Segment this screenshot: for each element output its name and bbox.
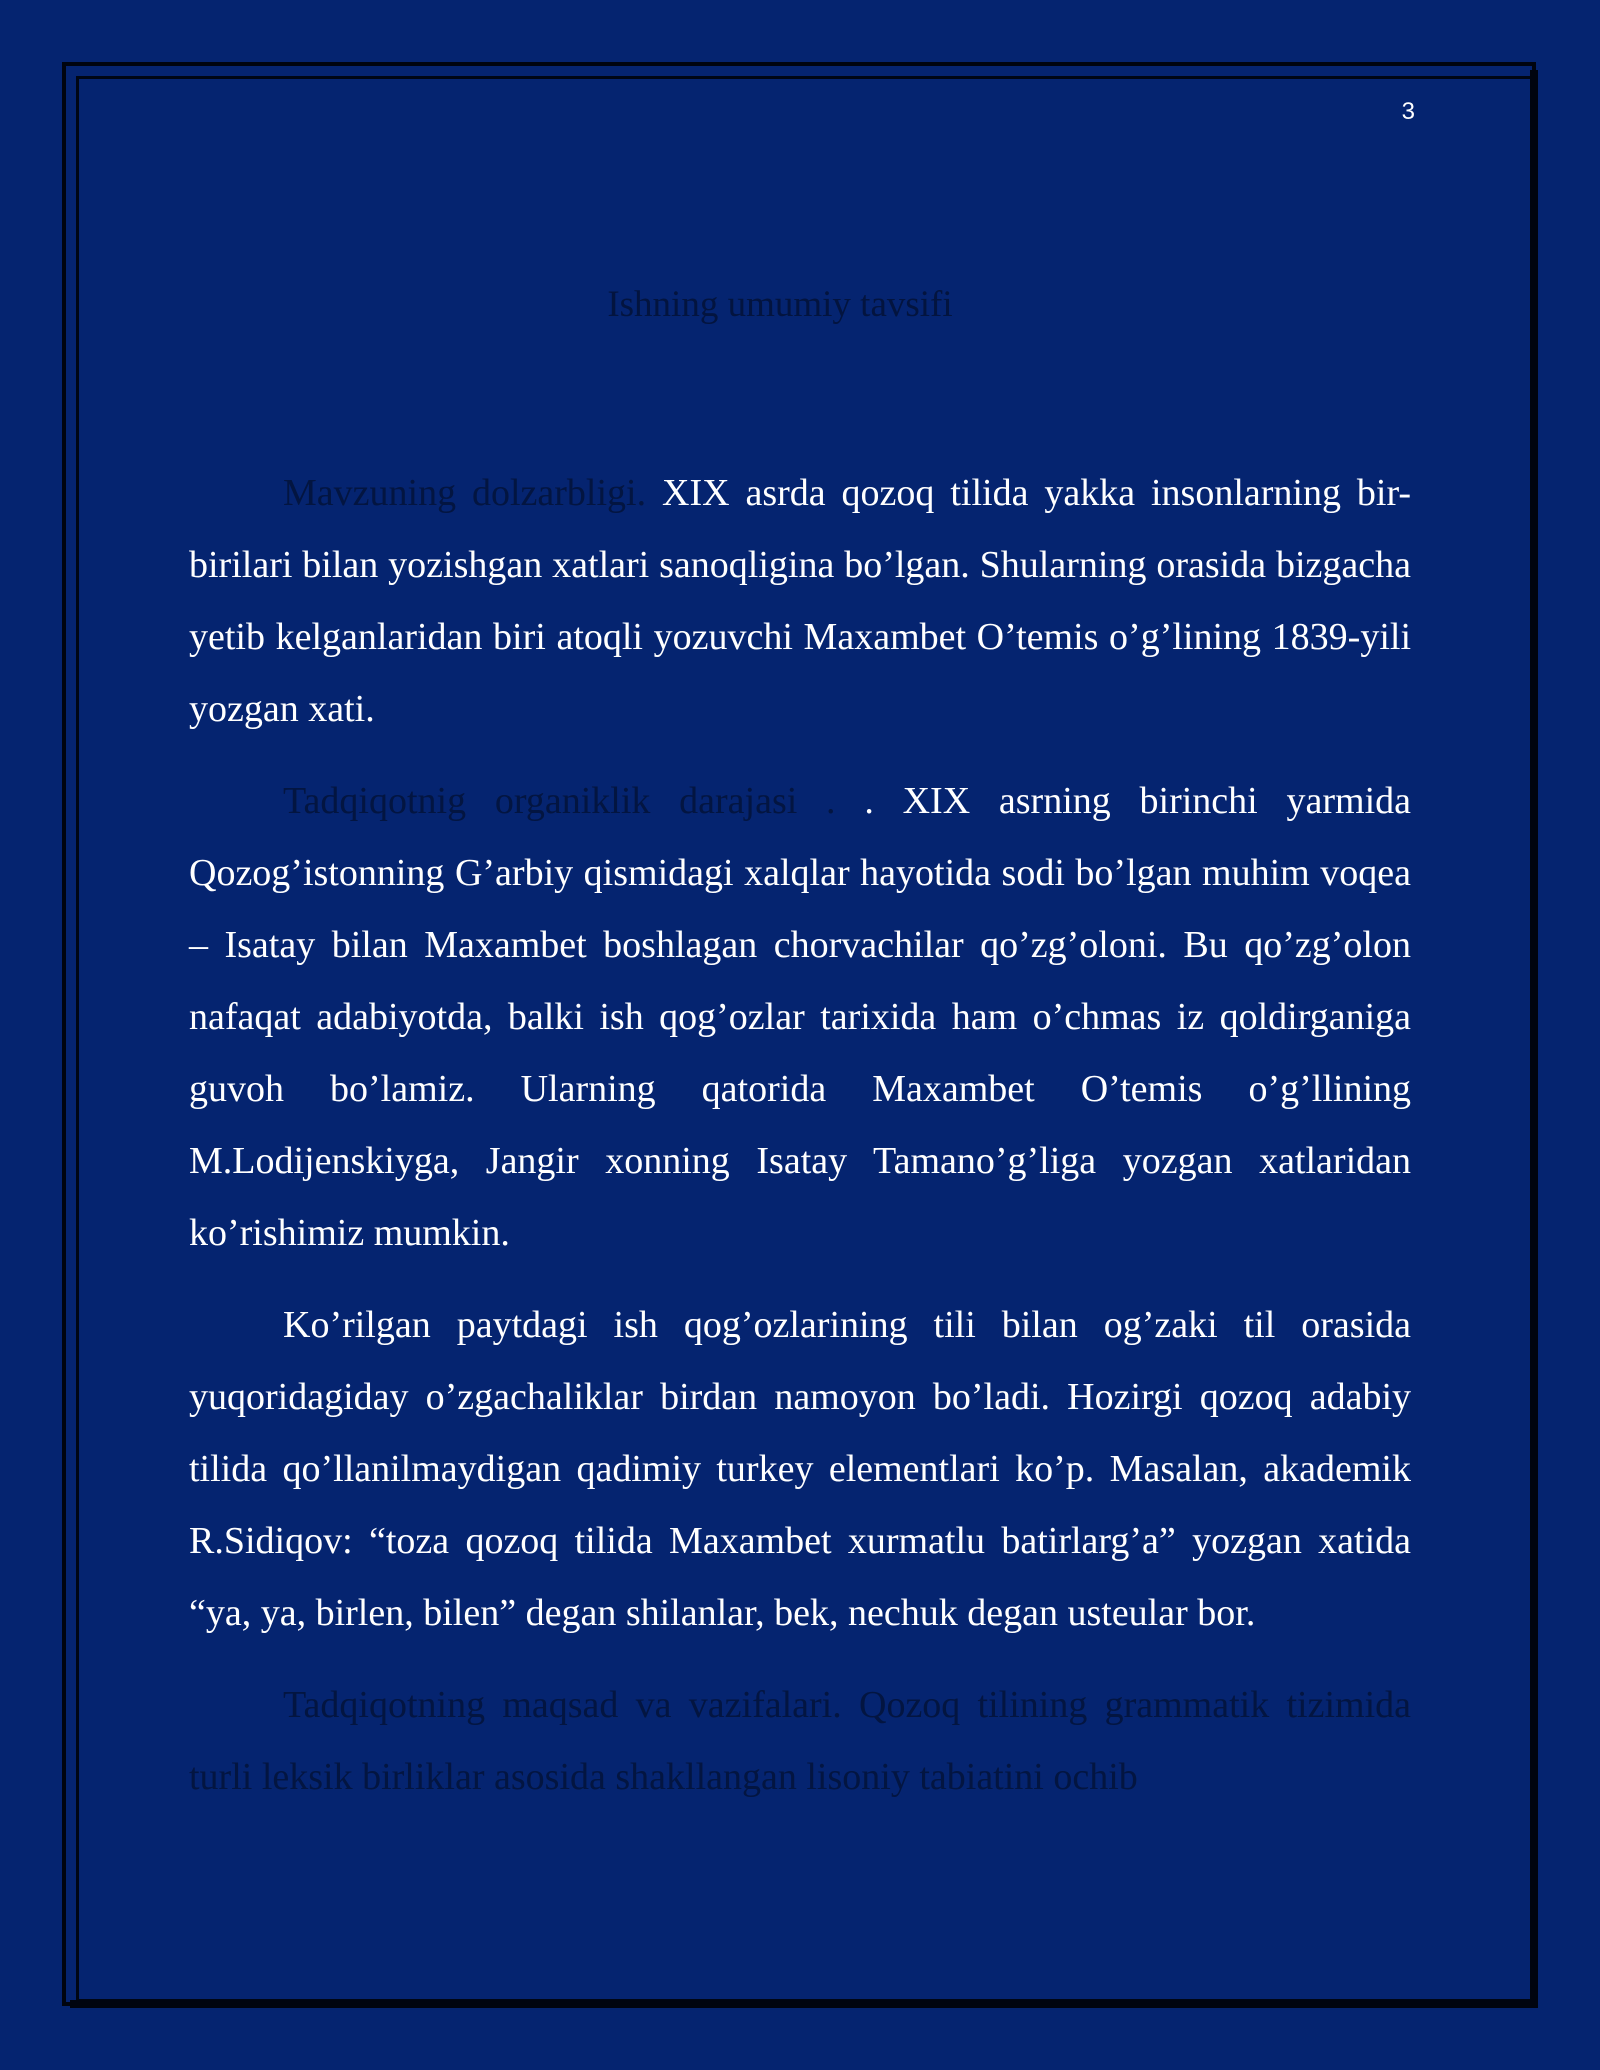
paragraph-documents-language: Ko’rilgan paytdagi ish qog’ozlarining tili bilan og’zaki til orasida yuqoridagiday o’zgachaliklar birdan namoyon bo’ladi. Hozirgi qozoq adabiy tilida qo’llanilmaydigan qadimiy turkey elementlari ko’p. Masalan, akademik R.Sidiqov: “toza qozoq tilida Maxambet xurmatlu batirlarg’a” yozgan xatida “ya, ya, birlen, bilen” degan shilanlar, bek, nechuk degan usteular bor.: [189, 1304, 1411, 1634]
paragraph-heading-relevance: Mavzuning dolzarbligi.: [283, 472, 647, 514]
page-frame-shadow-bottom: [70, 2000, 1538, 2008]
page-number: 3: [1401, 98, 1415, 125]
paragraph-heading-study-level: Tadqiqotnig organiklik darajasi .: [283, 780, 865, 822]
page-title: Ishning umumiy tavsifi: [607, 284, 953, 325]
paragraph-relevance: [189, 457, 1411, 745]
page-frame-shadow-right: [1530, 70, 1538, 2008]
paragraph-text-study-level: . XIX asrning birinchi yarmida Qozog’istonning G’arbiy qismidagi xalqlar hayotida sodi bo’lgan muhim voqea – Isatay bilan Maxambet boshlagan chorvachilar qo’zg’oloni. Bu qo’zg’olon nafaqat adabiyotda, balki ish qog’ozlar tarixida ham o’chmas iz qoldirganiga guvoh bo’lamiz. Ularning qatorida Maxambet O’temis o’g’llining M.Lodijenskiyga, Jangir xonning Isatay Tamano’g’liga yozgan xatlaridan ko’rishimiz mumkin.: [189, 780, 1411, 1254]
paragraph-text-relevance: XIX asrda qozoq tilida yakka insonlarning bir-birilari bilan yozishgan xatlari sanoqligina bo’lgan. Shularning orasida bizgacha yetib kelganlaridan biri atoqli yozuvchi Maxambet O’temis o’g’lining 1839-yili yozgan xati.: [189, 472, 1411, 730]
paragraph-goals: Tadqiqotning maqsad va vazifalari. Qozoq tilining grammatik tizimida turli leksik birliklar asosida shakllangan lisoniy tabiatini ochib: [189, 1684, 1411, 1798]
paragraph-study-level: [189, 765, 1411, 1269]
document-body: [189, 457, 1411, 1833]
